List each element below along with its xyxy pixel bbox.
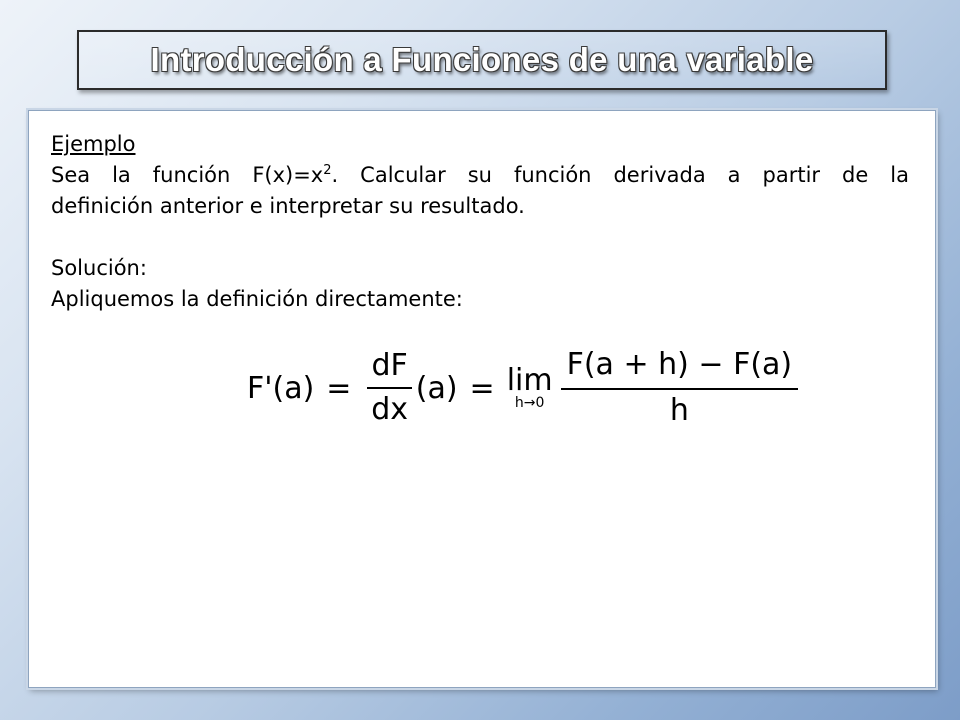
slide-title: Introducción a Funciones de una variable xyxy=(150,41,814,78)
formula-limit xyxy=(506,363,553,411)
example-heading: Ejemplo xyxy=(51,132,136,156)
formula-lim-subscript: h→0 xyxy=(514,395,545,411)
formula-lim-word: lim xyxy=(506,363,553,398)
formula-equals-2: = xyxy=(469,370,495,406)
derivative-formula xyxy=(247,346,802,430)
formula-frac2-denominator: h xyxy=(669,393,689,428)
superscript-2: 2 xyxy=(323,163,332,178)
paragraph-text-a: Sea la función F(x)=x xyxy=(51,163,324,187)
solution-label: Solución: xyxy=(51,256,147,280)
content-panel xyxy=(28,110,936,688)
example-paragraph xyxy=(51,160,909,222)
example-paragraph-line2: definición anterior e interpretar su resultado. xyxy=(51,194,525,218)
formula-fraction-difference-quotient xyxy=(561,346,799,430)
formula-frac1-numerator: dF xyxy=(367,347,411,389)
solution-text: Apliquemos la definición directamente: xyxy=(51,287,463,311)
spacer xyxy=(51,222,909,253)
content-text xyxy=(51,129,909,315)
paragraph-text-b: . Calcular su función derivada a partir de la xyxy=(331,163,909,187)
formula-lhs: F'(a) xyxy=(247,370,315,406)
formula-frac2-numerator: F(a + h) − F(a) xyxy=(561,346,799,390)
formula-fraction-df-dx xyxy=(367,347,411,429)
example-paragraph-line1 xyxy=(51,160,909,191)
slide-title-box xyxy=(77,30,887,90)
formula-frac1-denominator: dx xyxy=(371,392,408,427)
formula-argument: (a) xyxy=(415,370,458,406)
formula-equals-1: = xyxy=(326,370,352,406)
